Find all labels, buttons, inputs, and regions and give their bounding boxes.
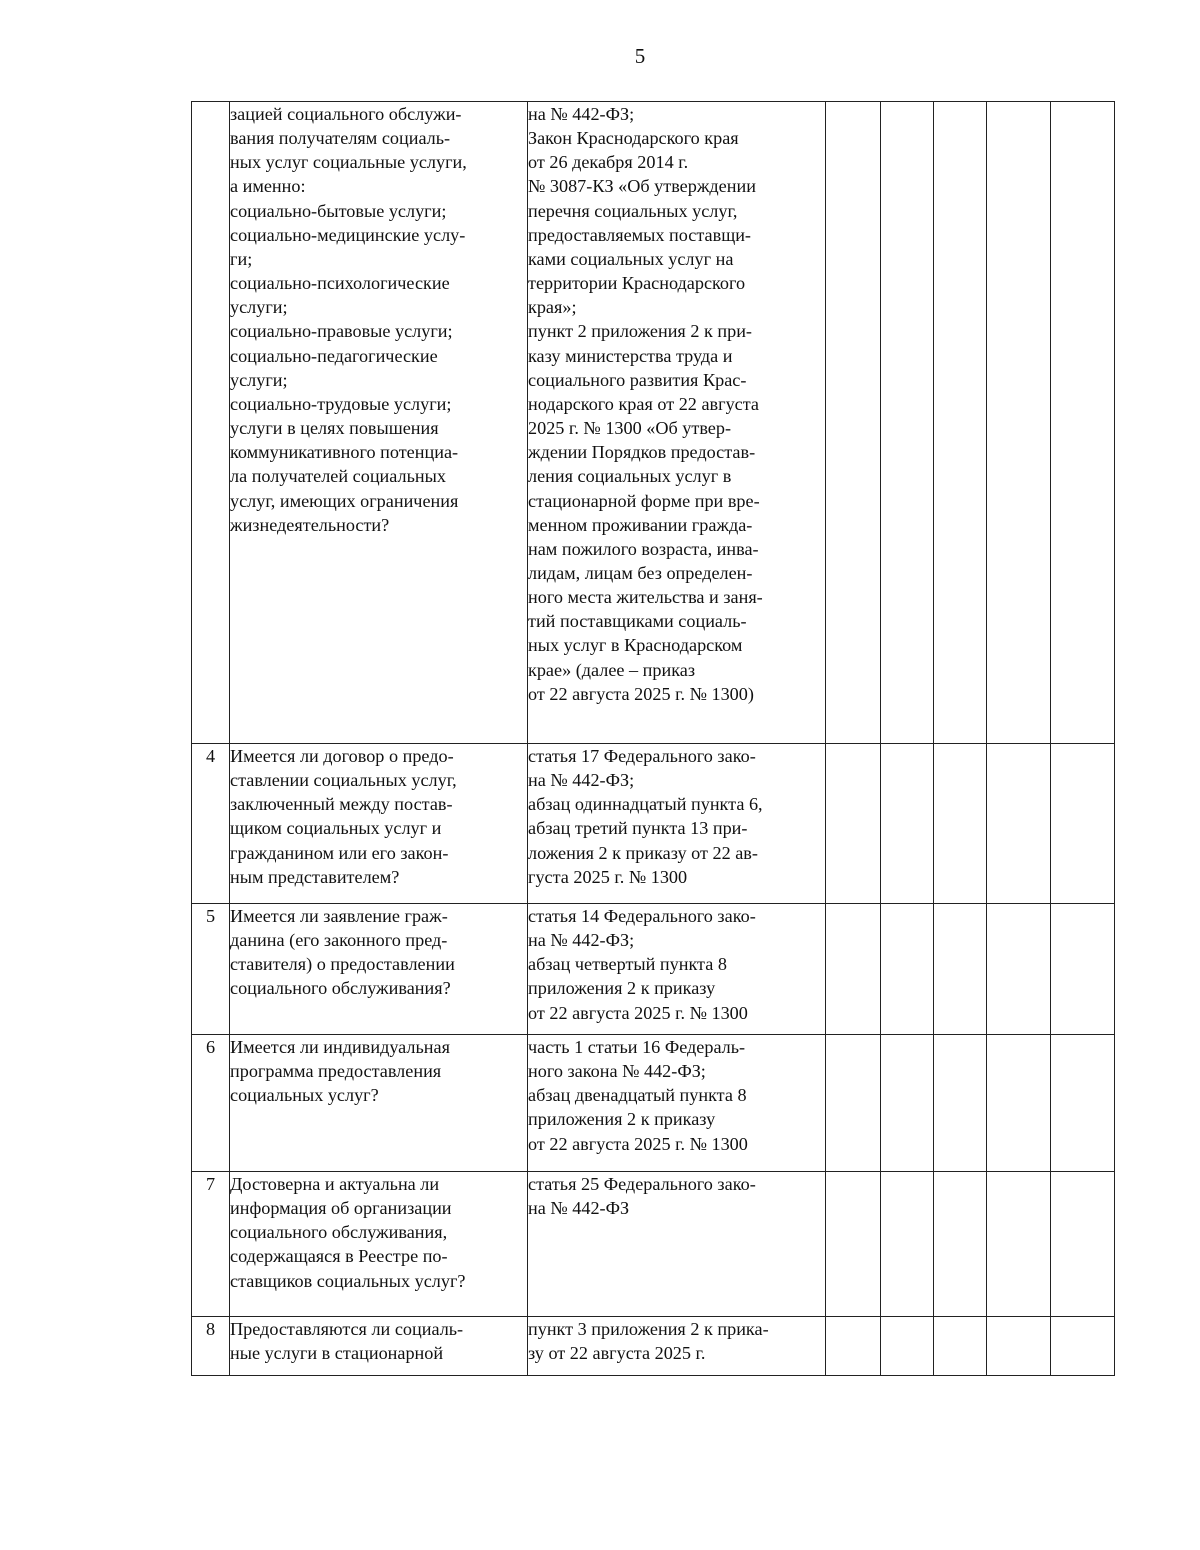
legal-basis-text: на № 442-ФЗ; Закон Краснодарского края от 26 декабря 2014 г. № 3087-КЗ «Об утверждении перечня социальных услуг, предоставляемых поставщи- ками социальных услуг на территории Краснодарского края»; пункт 2 приложения 2 к при- казу министерства труда и социального развития Крас- нодарского края от 22 августа 2025 г. № 1300 «Об утвер- ждении Порядков предостав- ления социальных услуг в стационарной форме при вре- менном проживании гражда- нам пожилого возраста, инва- лидам, лицам без определен- ного места жительства и заня- тий поставщиками социаль- ных услуг в Краснодарском крае» (далее – приказ от 22 августа 2025 г. № 1300): [528, 104, 763, 704]
table-row: [192, 102, 1115, 744]
page-number: 5: [634, 44, 646, 68]
legal-basis-text: часть 1 статьи 16 Федераль- ного закона № 442-ФЗ; абзац двенадцатый пункта 8 приложения 2 к приказу от 22 августа 2025 г. № 1300: [528, 1037, 748, 1154]
note-cell: [987, 1317, 1051, 1376]
question-text: Достоверна и актуальна ли информация об организации социального обслуживания, содержащаяся в Реестре по- ставщиков социальных услуг?: [230, 1174, 466, 1291]
legal-basis-text: статья 25 Федерального зако- на № 442-ФЗ: [528, 1174, 756, 1219]
note-cell: [987, 102, 1051, 744]
checklist-table: [191, 101, 1115, 1376]
answer-no-cell: [881, 904, 934, 1035]
row-number: 6: [192, 1035, 230, 1172]
comment-cell: [1051, 1317, 1115, 1376]
answer-no-cell: [881, 1035, 934, 1172]
answer-na-cell: [934, 102, 987, 744]
row-number: 7: [192, 1172, 230, 1317]
note-cell: [987, 1172, 1051, 1317]
note-cell: [987, 744, 1051, 904]
question-text: Имеется ли договор о предо- ставлении социальных услуг, заключенный между постав- щиком социальных услуг и гражданином или его закон- ным представителем?: [230, 746, 457, 887]
question-text: Предоставляются ли социаль- ные услуги в стационарной: [230, 1319, 464, 1364]
row-number: 5: [192, 904, 230, 1035]
answer-yes-cell: [826, 1317, 881, 1376]
legal-basis-text: статья 14 Федерального зако- на № 442-ФЗ; абзац четвертый пункта 8 приложения 2 к приказу от 22 августа 2025 г. № 1300: [528, 906, 756, 1023]
answer-no-cell: [881, 1317, 934, 1376]
answer-na-cell: [934, 1317, 987, 1376]
answer-yes-cell: [826, 744, 881, 904]
note-cell: [987, 904, 1051, 1035]
comment-cell: [1051, 1035, 1115, 1172]
table-row: [192, 1172, 1115, 1317]
answer-na-cell: [934, 1035, 987, 1172]
answer-yes-cell: [826, 1172, 881, 1317]
table-row: [192, 1317, 1115, 1376]
note-cell: [987, 1035, 1051, 1172]
comment-cell: [1051, 904, 1115, 1035]
legal-basis-text: статья 17 Федерального зако- на № 442-ФЗ; абзац одиннадцатый пункта 6, абзац третий пункта 13 при- ложения 2 к приказу от 22 ав- густа 2025 г. № 1300: [528, 746, 763, 887]
answer-yes-cell: [826, 904, 881, 1035]
table-row: [192, 1035, 1115, 1172]
answer-yes-cell: [826, 102, 881, 744]
answer-no-cell: [881, 102, 934, 744]
comment-cell: [1051, 102, 1115, 744]
comment-cell: [1051, 744, 1115, 904]
answer-no-cell: [881, 744, 934, 904]
row-number: 8: [192, 1317, 230, 1376]
row-number: [192, 102, 230, 744]
question-text: Имеется ли заявление граж- данина (его законного пред- ставителя) о предоставлении социального обслуживания?: [230, 906, 455, 999]
answer-na-cell: [934, 904, 987, 1035]
comment-cell: [1051, 1172, 1115, 1317]
answer-no-cell: [881, 1172, 934, 1317]
row-number: 4: [192, 744, 230, 904]
table-row: [192, 744, 1115, 904]
answer-na-cell: [934, 744, 987, 904]
answer-yes-cell: [826, 1035, 881, 1172]
question-text: зацией социального обслужи- вания получателям социаль- ных услуг социальные услуги, а именно: социально-бытовые услуги; социально-медицинские услу- ги; социально-психологические услуги; социально-правовые услуги; социально-педагогические услуги; социально-трудовые услуги; услуги в целях повышения коммуникативного потенциа- ла получателей социальных услуг, имеющих ограничения жизнедеятельности?: [230, 104, 467, 535]
table-row: [192, 904, 1115, 1035]
answer-na-cell: [934, 1172, 987, 1317]
question-text: Имеется ли индивидуальная программа предоставления социальных услуг?: [230, 1037, 450, 1106]
legal-basis-text: пункт 3 приложения 2 к прика- зу от 22 августа 2025 г.: [528, 1319, 769, 1364]
